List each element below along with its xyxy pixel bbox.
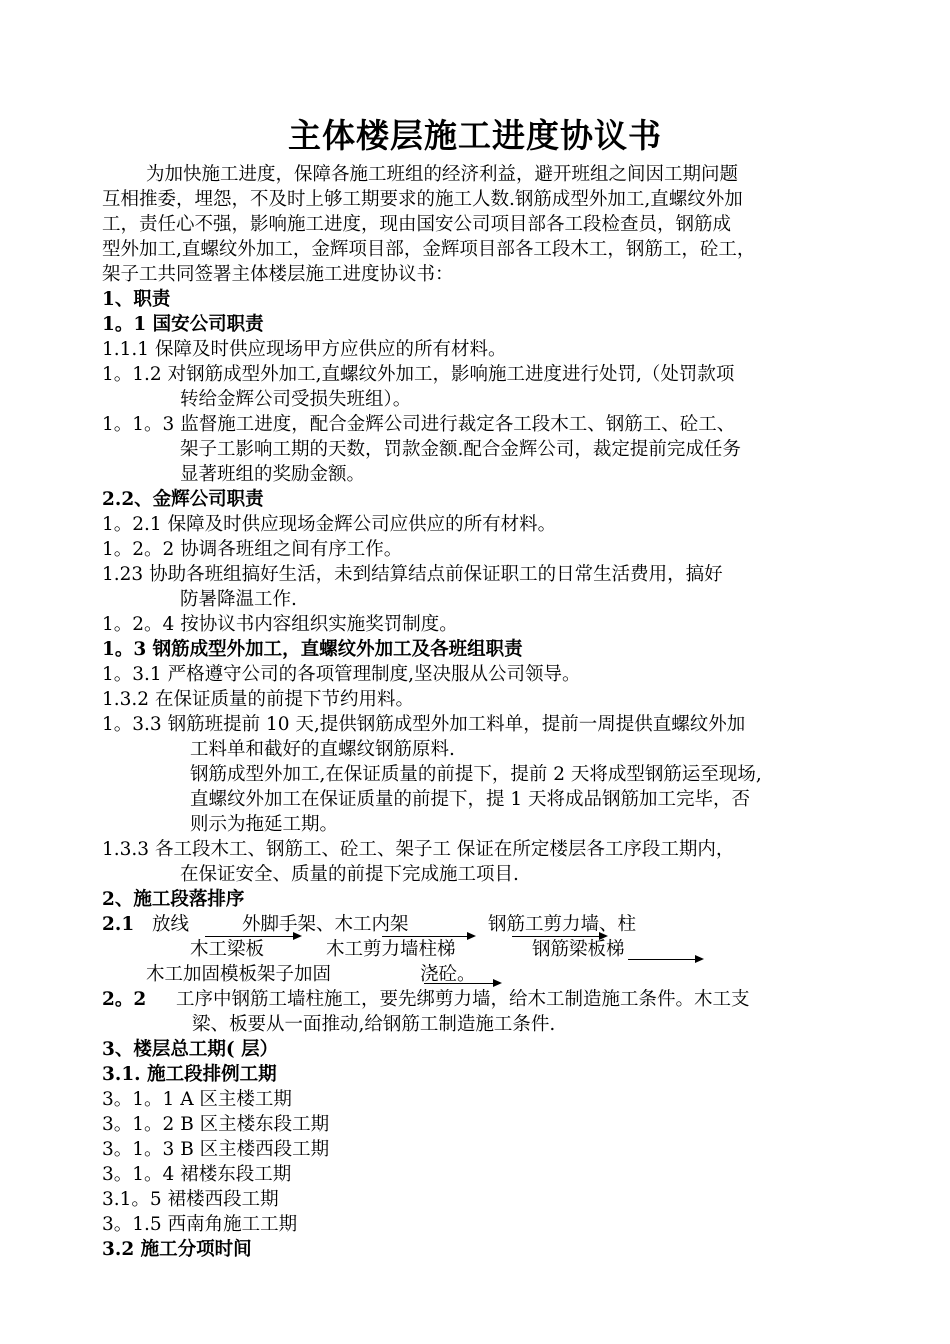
clause-line: 1。2.1 保障及时供应现场金辉公司应供应的所有材料。 [102, 514, 557, 535]
subheading-teams: 1。3 钢筋成型外加工，直螺纹外加工及各班组职责 [102, 639, 523, 660]
clause-line: 1。1.2 对钢筋成型外加工,直螺纹外加工，影响施工进度进行处罚,（处罚款项 [102, 364, 735, 385]
arrow-icon [382, 936, 474, 937]
subheading-timing: 3.2 施工分项时间 [102, 1239, 252, 1260]
clause-line: 工料单和截好的直螺纹钢筋原料. [190, 739, 455, 760]
clause-line: 显著班组的奖励金额。 [180, 464, 366, 485]
flow-step: 浇砼。 [420, 964, 476, 985]
intro-line: 工，责任心不强，影响施工进度，现由国安公司项目部各工段检查员，钢筋成 [102, 214, 732, 235]
flow-step: 木工剪力墙柱梯 [326, 939, 456, 960]
clause-line: 1。2。2 协调各班组之间有序工作。 [102, 539, 403, 560]
clause-line: 防暑降温工作. [180, 589, 297, 610]
clause-line: 1。1。3 监督施工进度，配合金辉公司进行裁定各工段木工、钢筋工、砼工、 [102, 414, 736, 435]
clause-line: 在保证安全、质量的前提下完成施工项目. [180, 864, 519, 885]
list-item: 3。1.5 西南角施工工期 [102, 1214, 298, 1235]
section-heading-schedule: 3、楼层总工期( 层） [102, 1039, 279, 1060]
clause-line: 1。3.3 钢筋班提前 10 天,提供钢筋成型外加工料单，提前一周提供直螺纹外加 [102, 714, 746, 735]
clause-line: 1.23 协助各班组搞好生活，未到结算结点前保证职工的日常生活费用，搞好 [102, 564, 723, 585]
clause-number: 2。2 [102, 989, 147, 1010]
arrow-icon [424, 983, 500, 984]
document-title: 主体楼层施工进度协议书 [288, 116, 662, 155]
list-item: 3。1。2 B 区主楼东段工期 [102, 1114, 330, 1135]
flow-step: 钢筋梁板梯 [532, 939, 625, 960]
clause-line: 架子工影响工期的天数，罚款金额.配合金辉公司，裁定提前完成任务 [180, 439, 741, 460]
clause-line: 1.3.3 各工段木工、钢筋工、砼工、架子工 保证在所定楼层各工序段工期内， [102, 839, 735, 860]
subheading-jinhui: 2.2、金辉公司职责 [102, 489, 264, 510]
flow-step: 放线 [152, 914, 190, 935]
arrow-icon [512, 936, 606, 937]
clause-line: 则示为拖延工期。 [190, 814, 339, 835]
intro-line: 型外加工,直螺纹外加工，金辉项目部，金辉项目部各工段木工，钢筋工，砼工， [102, 239, 756, 260]
section-heading-duties: 1、职责 [102, 289, 171, 310]
subheading-guoan: 1。1 国安公司职责 [102, 314, 264, 335]
subheading-segments: 3.1. 施工段排例工期 [102, 1064, 277, 1085]
list-item: 3.1。5 裙楼西段工期 [102, 1189, 279, 1210]
flow-step: 钢筋工剪力墙、柱 [488, 914, 637, 935]
intro-line: 互相推委，埋怨，不及时上够工期要求的施工人数.钢筋成型外加工,直螺纹外加 [102, 189, 743, 210]
clause-line: 1。2。4 按协议书内容组织实施奖罚制度。 [102, 614, 458, 635]
flow-step: 外脚手架、木工内架 [242, 914, 409, 935]
arrow-icon [628, 959, 702, 960]
clause-line: 1。3.1 严格遵守公司的各项管理制度,坚决服从公司领导。 [102, 664, 581, 685]
clause-line: 直螺纹外加工在保证质量的前提下，提 1 天将成品钢筋加工完毕，否 [190, 789, 751, 810]
flow-step: 木工梁板 [190, 939, 265, 960]
clause-line: 1.3.2 在保证质量的前提下节约用料。 [102, 689, 414, 710]
clause-number: 2.1 [102, 914, 135, 935]
clause-line: 工序中钢筋工墙柱施工，要先绑剪力墙，给木工制造施工条件。木工支 [176, 989, 750, 1010]
list-item: 3。1。4 裙楼东段工期 [102, 1164, 292, 1185]
arrow-icon [205, 936, 300, 937]
section-heading-sequence: 2、施工段落排序 [102, 889, 245, 910]
clause-line: 转给金辉公司受损失班组）。 [180, 389, 412, 410]
clause-line: 梁、板要从一面推动,给钢筋工制造施工条件. [192, 1014, 556, 1035]
clause-line: 1.1.1 保障及时供应现场甲方应供应的所有材料。 [102, 339, 507, 360]
clause-line: 钢筋成型外加工,在保证质量的前提下，提前 2 天将成型钢筋运至现场, [190, 764, 762, 785]
intro-line: 为加快施工进度，保障各施工班组的经济利益，避开班组之间因工期问题 [146, 164, 739, 185]
list-item: 3。1。1 A 区主楼工期 [102, 1089, 292, 1110]
flow-step: 木工加固模板架子加固 [146, 964, 332, 985]
list-item: 3。1。3 B 区主楼西段工期 [102, 1139, 330, 1160]
intro-line: 架子工共同签署主体楼层施工进度协议书： [102, 264, 454, 285]
